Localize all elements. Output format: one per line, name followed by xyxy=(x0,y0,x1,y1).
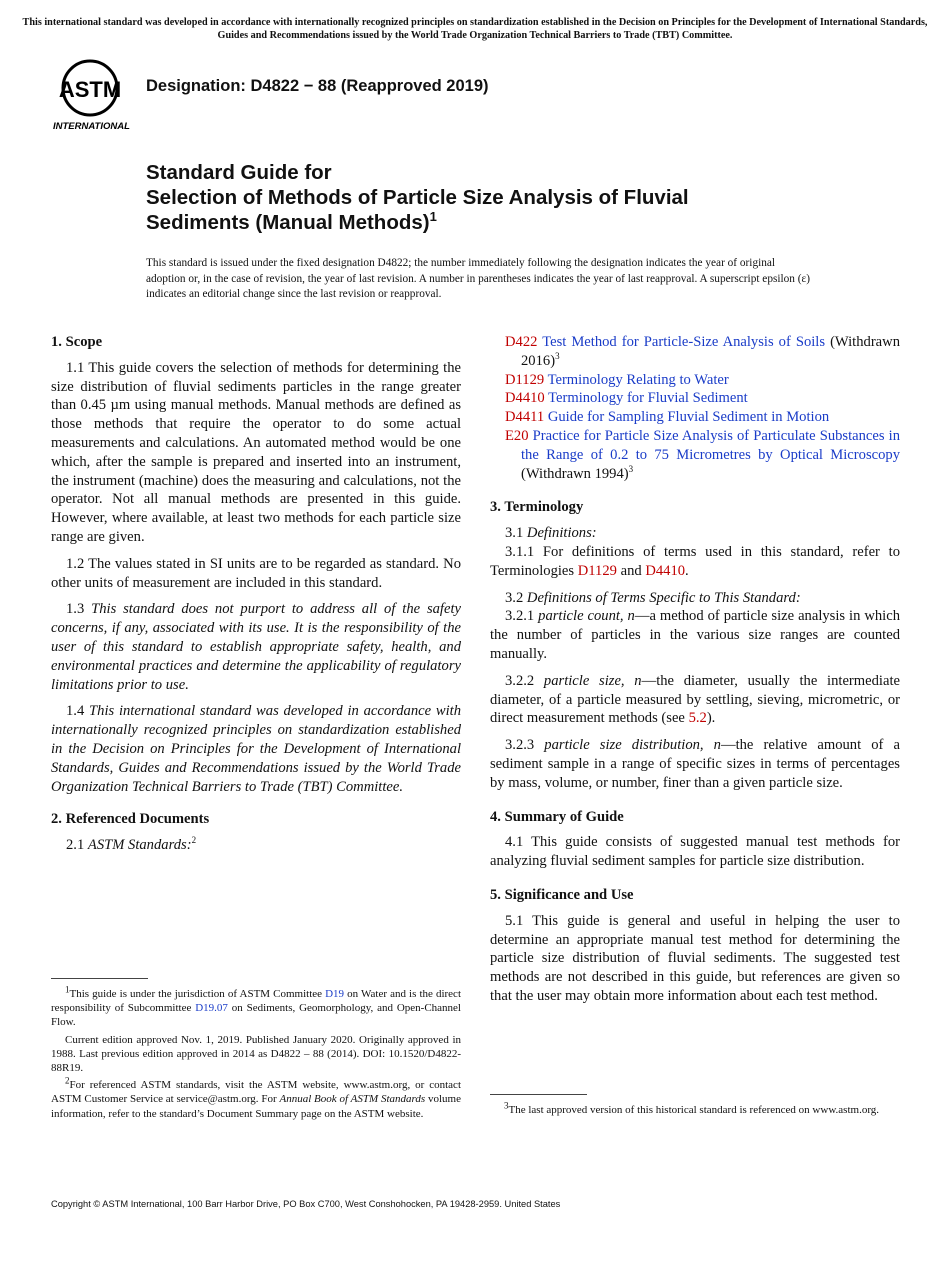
summary-4-1: 4.1 This guide consists of suggested manual test methods for analyzing fluvial sediment samples for particle size distribution. xyxy=(490,834,900,870)
term-3-2: 3.2 Definitions of Terms Specific to This Standard: xyxy=(505,589,801,606)
reference-item[interactable]: D422 Test Method for Particle-Size Analysis of Soils (Withdrawn 2016)$^3$ xyxy=(505,334,900,369)
astm-standards-label: 2.1 ASTM Standards:$^2$ xyxy=(66,835,197,854)
right-column xyxy=(490,333,900,1014)
title-line-2: Selection of Methods of Particle Size Analysis of Fluvial xyxy=(146,186,689,209)
issue-note: This standard is issued under the fixed designation D4822; the number immediately following the designation indicates the year of original adoption or, in the case of revision, the year of last revision. A number in parentheses indicates the year of last reapproval. A superscript epsilon (ε) indicates an editorial change since the last revision or reapproval. xyxy=(146,257,811,300)
astm-logo-icon xyxy=(52,56,136,134)
reference-item[interactable]: D4411 Guide for Sampling Fluvial Sediment in Motion xyxy=(505,409,830,426)
term-3-2-2: 3.2.2 particle size, n—the diameter, usually the intermediate diameter, of a particle measured by settling, sieving, micrometric, or direct measurement methods (see 5.2). xyxy=(490,672,900,727)
footnote-right xyxy=(490,1100,900,1120)
summary-heading: 4. Summary of Guide xyxy=(490,808,624,825)
reference-item[interactable]: D4410 Terminology for Fluvial Sediment xyxy=(505,390,748,407)
footnote-1-edition: Current edition approved Nov. 1, 2019. Published January 2020. Originally approved in 1988. Last previous edition approved in 2014 as D4822 – 88 (2014). DOI: 10.1520/D4822-88R19. xyxy=(51,1033,461,1075)
title-line-3: Sediments (Manual Methods)$^1$ xyxy=(146,209,437,234)
d4410-link[interactable]: D4410 xyxy=(645,562,686,579)
term-3-1: 3.1 Definitions: xyxy=(505,525,597,542)
footnote-rule-left xyxy=(51,978,148,979)
referenced-list xyxy=(490,333,900,483)
significance-heading: 5. Significance and Use xyxy=(490,886,634,903)
scope-1-1: 1.1 This guide covers the selection of methods for determining the size distribution of fluvial sediments particles in the range greater than 0.45 µm using manual methods. Manual methods are defined as those methods that require the operator to do some actual measurements and calculations. An automated method would be one which, after the sample is prepared and inserted into an instrument, the instrument (machine) does the measuring and calculations, not the operator. Not all manual methods are presented in this guide. However, where available, at least two methods for each particle size range are given. xyxy=(51,359,461,545)
standardization-notice: This international standard was developed in accordance with internationally recognized principles on standardization established in the Decision on Principles for the Development of International Standards, Guides and Recommendations issued by the World Trade Organization Technical Barriers to Trade (TBT) Committee. xyxy=(22,17,928,41)
logo-letters: ASTM xyxy=(58,77,122,102)
title-footnote-marker: 1 xyxy=(429,209,437,225)
reference-item[interactable]: D1129 Terminology Relating to Water xyxy=(505,371,729,388)
document-title xyxy=(146,160,846,235)
d1129-link[interactable]: D1129 xyxy=(577,562,617,579)
term-3-1-1: 3.1.1 For definitions of terms used in this standard, refer to Terminologies D1129 and D4410. xyxy=(490,543,900,579)
terminology-heading: 3. Terminology xyxy=(490,499,584,516)
footnote-3: $^3$The last approved version of this historical standard is referenced on www.astm.org. xyxy=(504,1100,880,1116)
term-3-2-3: 3.2.3 particle size distribution, n—the relative amount of a sediment sample in a range of specific sizes in terms of percentages by mass, volume, or number, finer than a given particle size. xyxy=(490,737,900,791)
left-column xyxy=(51,333,461,863)
title-line-1: Standard Guide for xyxy=(146,161,332,184)
section-5-2-link[interactable]: 5.2 xyxy=(688,710,707,727)
scope-heading: 1. Scope xyxy=(51,334,103,350)
astm-logo xyxy=(52,56,136,134)
footnotes-left xyxy=(51,984,461,1124)
d19-07-link[interactable]: D19.07 xyxy=(195,1002,228,1015)
scope-1-3: 1.3 This standard does not purport to address all of the safety concerns, if any, associated with its use. It is the responsibility of the user of this standard to establish appropriate safety, health, and environmental practices and determine the applicability of regulatory limitations prior to use. xyxy=(51,601,461,693)
scope-1-4: 1.4 This international standard was developed in accordance with internationally recognized principles on standardization established in the Decision on Principles for the Development of International Standards, Guides and Recommendations issued by the World Trade Organization Technical Barriers to Trade (TBT) Committee. xyxy=(51,703,462,795)
logo-international: INTERNATIONAL xyxy=(53,121,130,132)
footnote-rule-right xyxy=(490,1094,587,1095)
footnote-2: $^2$For referenced ASTM standards, visit the ASTM website, www.astm.org, or contact ASTM Customer Service at service@astm.org. For Annual Book of ASTM Standards volume information, refer to the standard’s Document Summary page on the ASTM website. xyxy=(51,1075,461,1120)
referenced-heading: 2. Referenced Documents xyxy=(51,811,210,828)
d19-link[interactable]: D19 xyxy=(325,988,345,1000)
footnote-1: $^1$This guide is under the jurisdiction of ASTM Committee D19 on Water and is the direct responsibility of Subcommittee D19.07 on Sediments, Geomorphology, and Open-Channel Flow. xyxy=(51,984,461,1029)
significance-5-1: 5.1 This guide is general and useful in helping the user to determine an appropriate manual test method for determining the particle size distribution of fluvial sediments. The suggested test methods are not described in this guide, but references are given so that the user may obtain more information about each test method. xyxy=(490,912,900,1004)
copyright: Copyright © ASTM International, 100 Barr Harbor Drive, PO Box C700, West Conshohocken, PA 19428-2959. United States xyxy=(51,1199,561,1209)
scope-1-2: 1.2 The values stated in SI units are to be regarded as standard. No other units of measurement are included in this standard. xyxy=(51,555,461,591)
designation: Designation: D4822 − 88 (Reapproved 2019) xyxy=(146,77,489,95)
term-3-2-1: 3.2.1 particle count, n—a method of particle size analysis in which the number of particles in the various size ranges are counted manually. xyxy=(490,608,901,662)
reference-item[interactable]: E20 Practice for Particle Size Analysis of Particulate Substances in the Range of 0.2 to 75 Micrometres by Optical Microscopy (Withdrawn 1994)$^3$ xyxy=(505,427,900,482)
